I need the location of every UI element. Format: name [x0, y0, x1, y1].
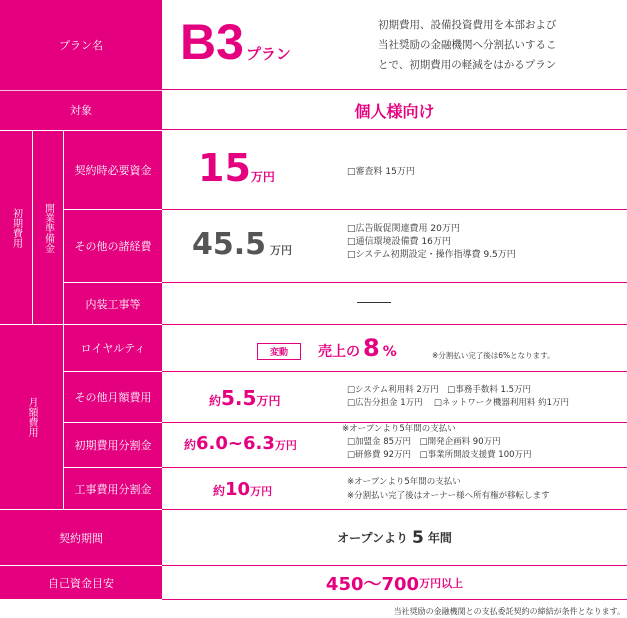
other-monthly-label-cell [64, 372, 162, 422]
other-monthly-prefix: 約 [209, 394, 222, 408]
other-expenses-label-cell [64, 210, 162, 282]
contract-fund-label: 契約時必要資金 [74, 164, 152, 177]
note-line: □審査料 15万円 [347, 167, 415, 177]
group-initial-label: 初期費用 [10, 207, 22, 248]
initial-installment-label-cell [64, 423, 162, 467]
group-monthly-label: 月額費用 [26, 397, 37, 437]
plan-suffix: プラン [245, 45, 291, 63]
other-expenses-notes [347, 223, 516, 262]
note-line: □通信環境設備費 16万円 [347, 237, 451, 247]
self-fund-label: 自己資金目安 [48, 576, 114, 590]
note-line: □加盟金 85万円 □開発企画料 90万円 [347, 437, 501, 447]
royalty-label-cell [64, 325, 162, 371]
contract-period-unit: 年間 [427, 531, 452, 545]
other-expenses-number: 45.5 [192, 227, 267, 262]
plan-description-line: 当社奨励の金融機関へ分割払いするこ [378, 39, 557, 51]
self-fund-unit: 万円以上 [419, 576, 464, 590]
royalty-unit: % [382, 344, 397, 360]
group-initial [0, 131, 32, 324]
royalty-note: ※分割払い完了後は6%となります。 [432, 351, 555, 360]
contract-fund-number: 15 [198, 146, 251, 190]
interior-label: 内装工事等 [85, 297, 141, 311]
other-expenses-label: その他の諸経費 [74, 240, 152, 253]
note-line: ※オープンより5年間の支払い [342, 424, 456, 434]
contract-period-number: 5 [412, 527, 424, 548]
target-value: 個人様向け [354, 101, 435, 121]
plan-description-line: 初期費用、設備投資費用を本部および [378, 19, 557, 31]
initial-installment-unit: 万円 [274, 439, 297, 452]
plan-name: B3 [180, 14, 244, 70]
initial-installment-number: 6.0~6.3 [196, 433, 275, 454]
royalty-amount [318, 334, 397, 362]
plan-name-area [180, 12, 350, 82]
group-monthly [0, 325, 63, 509]
initial-installment-amount [184, 433, 297, 454]
target-label-cell [0, 90, 162, 130]
note-line: □システム初期設定・操作指導費 9.5万円 [347, 250, 516, 260]
note-line: □システム利用料 2万円 □事務手数料 1.5万円 [347, 385, 532, 395]
interior-dash [357, 302, 391, 303]
construction-installment-notes [347, 475, 550, 503]
royalty-badge-text: 変動 [269, 348, 288, 358]
construction-installment-label-cell [64, 468, 162, 509]
contract-fund-unit: 万円 [250, 170, 275, 184]
plan-description [378, 15, 623, 75]
plan-description-line: とで、初期費用の軽減をはかるプラン [378, 59, 557, 71]
plan-label: プラン名 [59, 39, 103, 52]
other-monthly-unit: 万円 [256, 394, 281, 408]
contract-period-label: 契約期間 [59, 531, 103, 545]
royalty-prefix: 売上の [318, 344, 360, 360]
contract-fund-notes [347, 166, 415, 179]
note-line: □研修費 92万円 □事業所開設支援費 100万円 [347, 450, 532, 460]
other-monthly-amount [209, 386, 280, 410]
other-expenses-amount [192, 227, 292, 262]
footnote: 当社奨励の金融機関との支払委託契約の締結が条件となります。 [393, 607, 625, 616]
self-fund-value [162, 566, 627, 599]
note-line: ※オープンより5年間の支払い [347, 477, 461, 487]
target-label: 対象 [70, 104, 92, 117]
target-value-cell [162, 90, 627, 130]
group-opening-label: 開業準備金 [42, 202, 54, 253]
contract-period-value [162, 510, 627, 565]
construction-installment-unit: 万円 [250, 485, 273, 498]
self-fund-number: 450〜700 [325, 573, 420, 595]
other-monthly-notes [347, 384, 569, 410]
other-monthly-label: その他月額費用 [74, 391, 152, 404]
note-line: ※分割払い完了後はオーナー様へ所有権が移転します [347, 491, 550, 501]
other-expenses-unit: 万円 [270, 244, 293, 257]
interior-label-cell [64, 283, 162, 324]
note-line: □広告販促関連費用 20万円 [347, 224, 460, 234]
construction-installment-amount [213, 479, 272, 500]
contract-fund-label-cell [64, 131, 162, 209]
royalty-number: 8 [363, 334, 380, 362]
initial-installment-label: 初期費用分割金 [74, 439, 152, 452]
royalty-label: ロイヤルティ [80, 342, 146, 355]
group-opening [33, 131, 63, 324]
note-line: □広告分担金 1万円 □ネットワーク機器利用料 約1万円 [347, 398, 569, 408]
contract-period-label-cell [0, 510, 162, 565]
construction-installment-label: 工事費用分割金 [74, 482, 152, 496]
plan-label-cell [0, 0, 162, 90]
initial-installment-prefix: 約 [184, 438, 197, 452]
contract-fund-amount [198, 146, 275, 190]
other-monthly-number: 5.5 [221, 386, 257, 410]
construction-installment-number: 10 [225, 479, 251, 500]
contract-period-prefix: オープンより [337, 531, 409, 545]
royalty-badge [257, 343, 301, 360]
self-fund-label-cell [0, 566, 162, 599]
construction-installment-prefix: 約 [213, 484, 226, 498]
initial-installment-notes [342, 423, 532, 462]
